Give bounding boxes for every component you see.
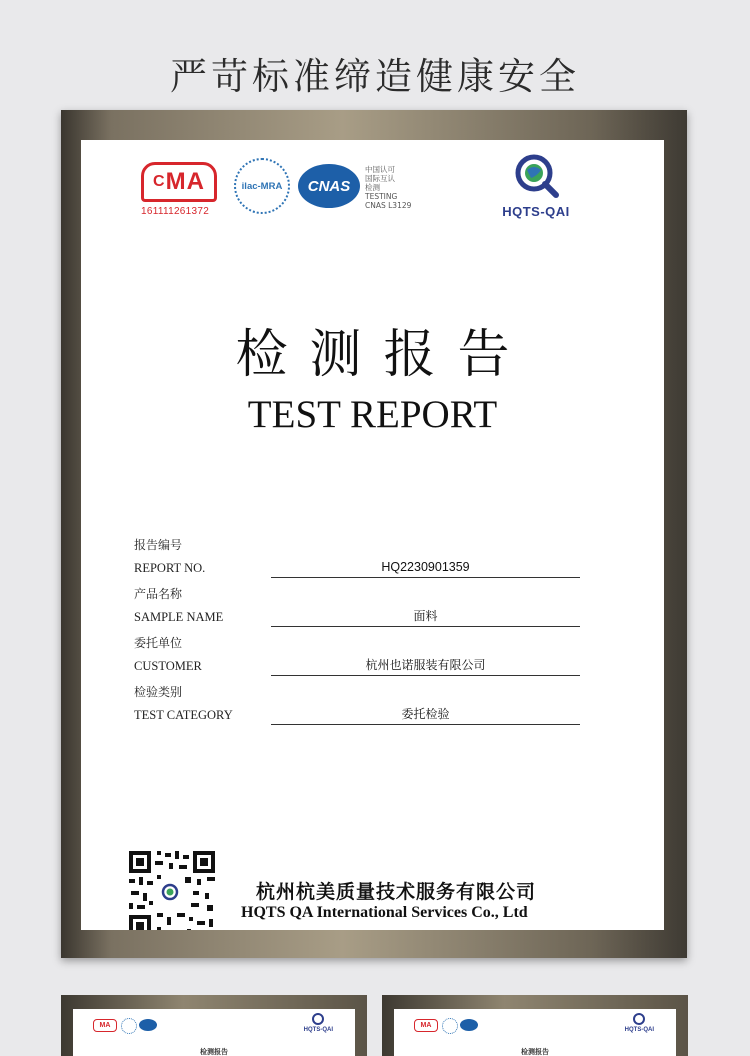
issuer-name-cn: 杭州杭美质量技术服务有限公司 [256,881,537,903]
field-label-en: CUSTOMER [134,659,202,673]
test-report-document [81,140,664,930]
cnas-caption: 中国认可 国际互认 检测 TESTING CNAS L3129 [365,165,412,210]
field-value: 面料 [271,606,580,627]
field-value: 杭州也诺服装有限公司 [271,655,580,676]
report-thumbnail[interactable] [382,995,688,1056]
field-label-en: REPORT NO. [134,561,206,575]
report-title-cn: 检测报告 [235,325,532,385]
ilac-mra-logo: ilac-MRA [234,158,290,214]
hqts-qai-logo: HQTS-QAI [486,152,586,219]
hqts-globe-icon [312,1013,324,1025]
field-label-cn: 委托单位 [134,636,183,650]
cnas-logo [460,1019,478,1031]
thumbnail-page [73,1009,355,1056]
field-value: HQ2230901359 [271,557,580,578]
cnas-logo [139,1019,157,1031]
qr-code-icon [127,849,217,930]
thumbnail-page [394,1009,676,1056]
report-fields [134,536,584,732]
field-label-en: TEST CATEGORY [134,708,233,722]
report-title-en: TEST REPORT [247,393,498,436]
report-thumbnail[interactable] [61,995,367,1056]
thumbnail-title: 检测报告 [200,1047,228,1056]
field-sample-name [134,585,584,634]
field-label-cn: 产品名称 [134,587,183,601]
issuer-name-en: HQTS QA International Services Co., Ltd [241,904,528,921]
cnas-logo: CNAS [298,164,360,208]
field-label-en: SAMPLE NAME [134,610,224,624]
cma-logo: MA [93,1019,117,1032]
cma-logo: MA [414,1019,438,1032]
hqts-globe-icon [633,1013,645,1025]
cma-logo [141,162,217,217]
field-value: 委托检验 [271,704,580,725]
cma-mark: $^C$MA [141,162,217,202]
ilac-mra-logo [442,1018,458,1034]
page-headline: 严苛标准缔造健康安全 [170,55,580,98]
hqts-globe-icon [513,152,559,198]
ilac-mra-logo [121,1018,137,1034]
thumbnail-title: 检测报告 [521,1047,549,1056]
field-test-category [134,683,584,732]
field-report-no [134,536,584,585]
field-label-cn: 检验类别 [134,685,183,699]
field-customer [134,634,584,683]
hqts-qai-logo: HQTS-QAI [304,1013,333,1033]
field-label-cn: 报告编号 [134,538,183,552]
hqts-qai-logo: HQTS-QAI [625,1013,654,1033]
cma-number: 161111261372 [141,206,210,217]
